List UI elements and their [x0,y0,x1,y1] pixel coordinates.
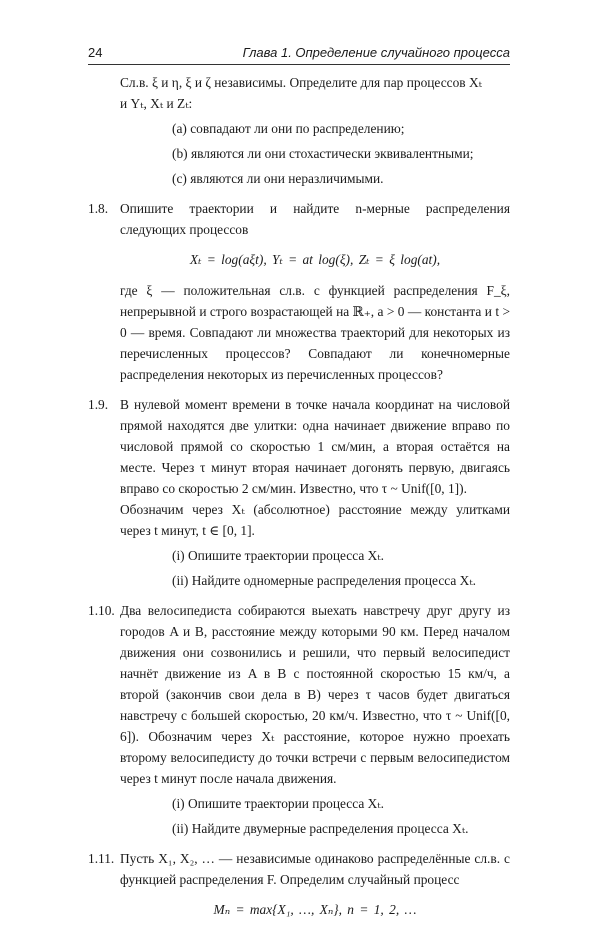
problem-number: 1.10. [88,603,115,618]
item-i: (i) Опишите траектории процесса Xₜ. [172,796,384,811]
header-rule [88,64,510,65]
formula: Xₜ = log(aξt), Yₜ = at log(ξ), Zₜ = ξ log(at), [189,252,441,267]
item-i: (i) Опишите траектории процесса Xₜ. [172,548,384,563]
problem-number: 1.8. [88,201,109,216]
chapter-title: Глава 1. Определение случайного процесса [242,45,510,60]
problem-text: Опишите траектории и найдите n-мерные распределения следующих процессов [120,201,510,237]
item-ii: (ii) Найдите одномерные распределения процесса Xₜ. [172,573,476,588]
problem-text-continued: Обозначим через Xₜ (абсолютное) расстояние между улитками через t минут, t ∈ [0, 1]. [120,502,510,538]
problem-text: Два велосипедиста собираются выехать навстречу друг другу из городов A и B, расстояние между которыми 90 км. Перед началом движения они созвонились и решили, что первый велосипедист начнёт движение из A в B с постоянной скоростью 15 км/ч, а второй (закончив свои дела в B) через τ часов будет двигаться навстречу с большей скоростью, 20 км/ч. Известно, что τ ~ Unif([0, 6]). Обозначим через Xₜ расстояние, которое нужно проехать второму велосипедисту до точки встречи с первым велосипедистом через t минут после начала движения. [120,603,510,786]
problem-1-11 [88,848,510,920]
problem-text-continued: где ξ — положительная сл.в. с функцией распределения F_ξ, непрерывной и строго возрастающей на ℝ₊, a > 0 — константа и t > 0 — время. Совпадают ли множества траекторий для некоторых из перечисленных процессов? Совпадают ли конечномерные распределения некоторых из перечисленных процессов? [120,283,510,382]
continued-text-line-1: Сл.в. ξ и η, ξ и ζ независимы. Определите для пар процессов Xₜ [120,75,482,90]
continued-text-line-2: и Yₜ, Xₜ и Zₜ: [120,96,193,111]
running-head [88,45,510,63]
item-ii: (ii) Найдите двумерные распределения процесса Xₜ. [172,821,469,836]
problem-text: Пусть X₁, X₂, … — независимые одинаково распределённые сл.в. с функцией распределения F. Определим случайный процесс [120,851,510,887]
continued-problem [88,72,510,189]
problem-number: 1.9. [88,397,109,412]
problem-1-9 [88,394,510,591]
formula: Mₙ = max{X₁, …, Xₙ}, n = 1, 2, … [213,902,417,917]
item-c: (c) являются ли они неразличимыми. [172,171,384,186]
problem-number: 1.11. [88,851,115,866]
item-b: (b) являются ли они стохастически эквивалентными; [172,146,474,161]
page-content [88,72,510,930]
page-number: 24 [88,45,103,60]
problem-1-8 [88,198,510,385]
item-a: (a) совпадают ли они по распределению; [172,121,405,136]
problem-text: В нулевой момент времени в точке начала координат на числовой прямой находятся две улитки: одна начинает движение вправо по числовой прямой со скоростью 1 см/мин, а вторая остаётся на месте. Через τ минут вторая начинает догонять первую, двигаясь вправо со скоростью 2 см/мин. Известно, что τ ~ Unif([0, 1]). [120,397,510,496]
problem-1-10 [88,600,510,839]
